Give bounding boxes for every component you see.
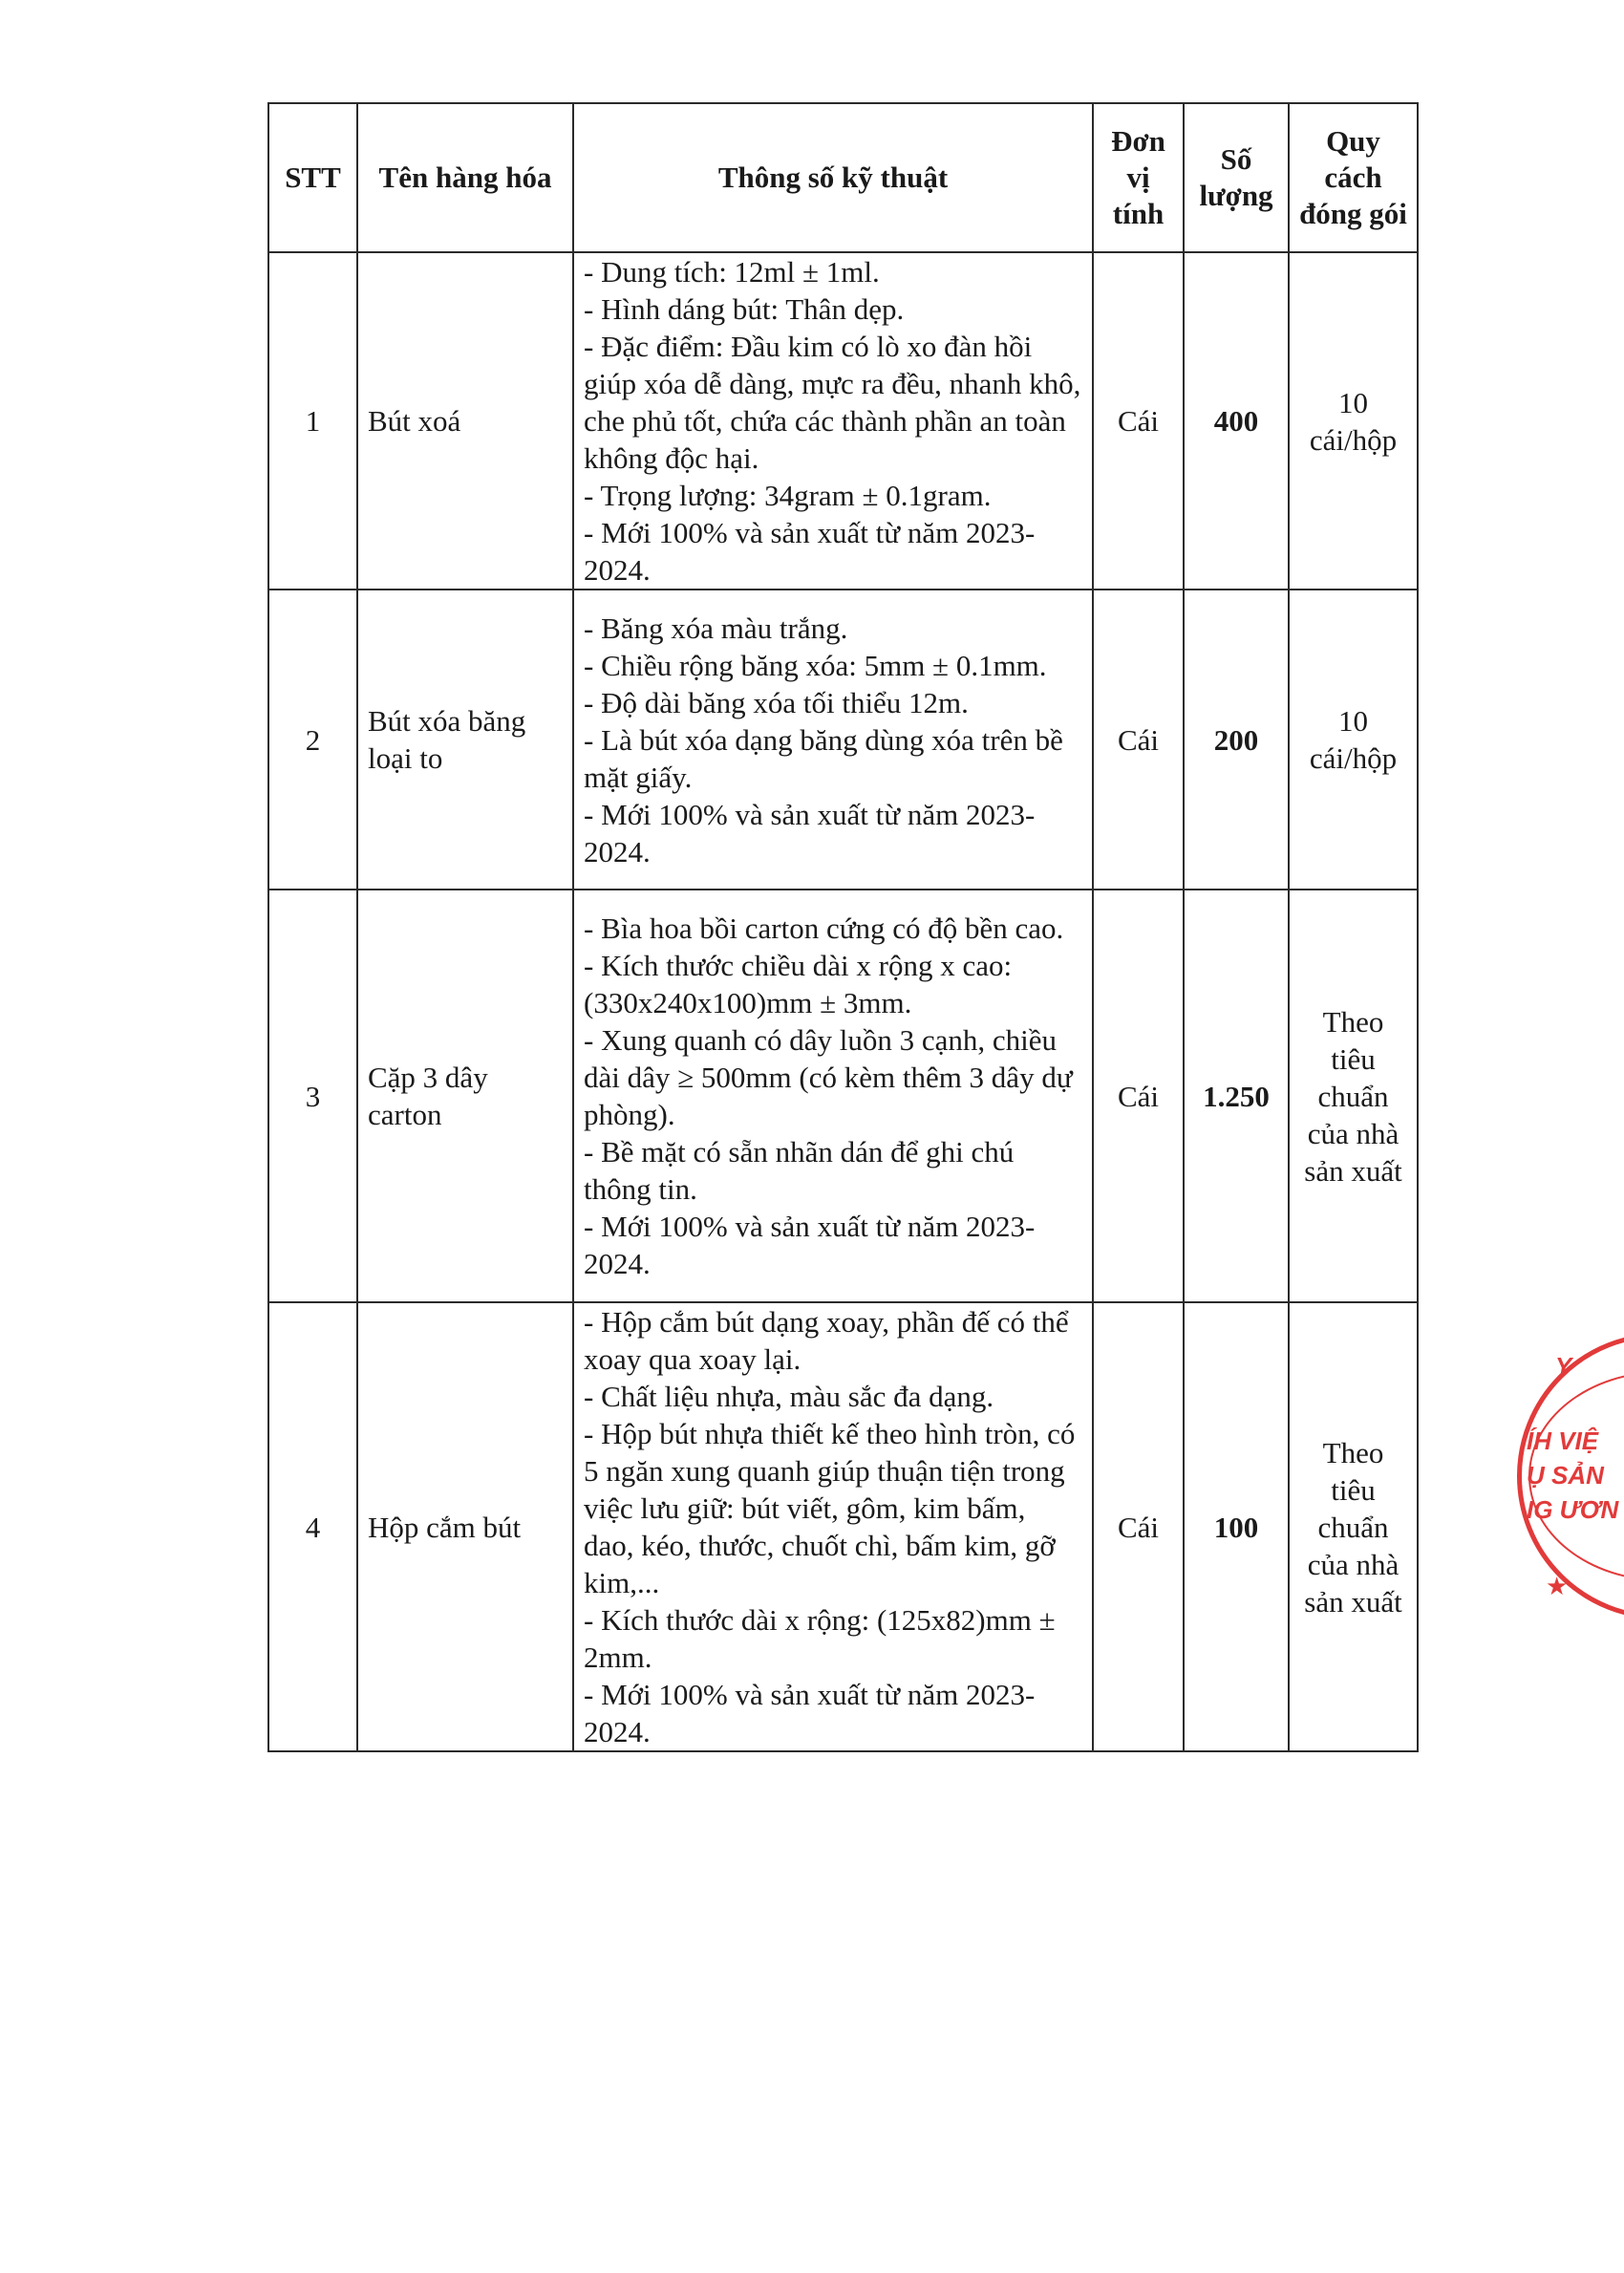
spec-line: - Chiều rộng băng xóa: 5mm ± 0.1mm. [584, 648, 1047, 682]
header-pack: Quy cách đóng gói [1289, 103, 1418, 252]
row-qty: 1.250 [1184, 890, 1289, 1302]
star-icon: ★ [1546, 1572, 1569, 1600]
spec-line: - Chất liệu nhựa, màu sắc đa dạng. [584, 1380, 994, 1413]
row-pack [1289, 252, 1418, 590]
row-pack [1289, 890, 1418, 1302]
spec-line: - Kích thước chiều dài x rộng x cao: (330x240x100)mm ± 3mm. [584, 949, 1019, 1019]
header-spec: Thông số kỹ thuật [573, 103, 1093, 252]
row-name: Bút xoá [357, 252, 573, 590]
row-pack [1289, 1302, 1418, 1751]
table-row [268, 1302, 1418, 1751]
row-qty: 100 [1184, 1302, 1289, 1751]
table-row [268, 590, 1418, 890]
spec-line: - Bề mặt có sẵn nhãn dán để ghi chú thông tin. [584, 1135, 1021, 1206]
row-stt: 3 [268, 890, 357, 1302]
row-stt: 1 [268, 252, 357, 590]
spec-line: - Hình dáng bút: Thân dẹp. [584, 292, 905, 326]
stamp-text: Y [1555, 1352, 1572, 1381]
stamp-text: ÍH VIỆ [1527, 1426, 1599, 1455]
spec-line: - Băng xóa màu trắng. [584, 611, 848, 645]
row-spec [573, 890, 1093, 1302]
header-unit: Đơn vị tính [1093, 103, 1184, 252]
row-spec [573, 590, 1093, 890]
spec-line: - Hộp cắm bút dạng xoay, phần đế có thể xoay qua xoay lại. [584, 1305, 1077, 1376]
header-qty: Số lượng [1184, 103, 1289, 252]
row-unit: Cái [1093, 1302, 1184, 1751]
spec-line: - Mới 100% và sản xuất từ năm 2023- 2024. [584, 516, 1043, 587]
spec-line: - Hộp bút nhựa thiết kế theo hình tròn, có 5 ngăn xung quanh giúp thuận tiện trong việc lưu giữ: bút viết, gôm, kim bấm, dao, kéo, thước, chuốt chì, bấm kim, gỡ kim,... [584, 1417, 1083, 1599]
row-pack [1289, 590, 1418, 890]
row-name: Cặp 3 dây carton [357, 890, 573, 1302]
row-qty: 200 [1184, 590, 1289, 890]
spec-line: - Mới 100% và sản xuất từ năm 2023- 2024. [584, 1210, 1043, 1280]
spec-line: - Đặc điểm: Đầu kim có lò xo đàn hồi giúp xóa dễ dàng, mực ra đều, nhanh khô, che phủ tốt, chứa các thành phần an toàn không độc hại. [584, 330, 1089, 475]
stamp-text: IG ƯƠN [1527, 1495, 1619, 1524]
spec-line: - Mới 100% và sản xuất từ năm 2023- 2024. [584, 797, 1043, 868]
red-seal-stamp [1517, 1333, 1624, 1619]
row-qty: 400 [1184, 252, 1289, 590]
spec-line: - Bìa hoa bồi carton cứng có độ bền cao. [584, 911, 1064, 945]
table-row [268, 252, 1418, 590]
pack-text: 10 cái/hộp [1309, 385, 1398, 457]
spec-line: - Độ dài băng xóa tối thiểu 12m. [584, 685, 969, 719]
spec-line: - Trọng lượng: 34gram ± 0.1gram. [584, 479, 992, 512]
pack-text: Theo tiêu chuẩn của nhà sản xuất [1304, 1004, 1402, 1188]
row-name: Bút xóa băng loại to [357, 590, 573, 890]
spec-line: - Kích thước dài x rộng: (125x82)mm ± 2mm. [584, 1603, 1063, 1674]
row-spec [573, 252, 1093, 590]
table-row [268, 890, 1418, 1302]
header-name: Tên hàng hóa [357, 103, 573, 252]
row-name: Hộp cắm bút [357, 1302, 573, 1751]
spec-line: - Xung quanh có dây luồn 3 cạnh, chiều dài dây ≥ 500mm (có kèm thêm 3 dây dự phòng). [584, 1023, 1080, 1131]
row-unit: Cái [1093, 890, 1184, 1302]
row-unit: Cái [1093, 590, 1184, 890]
pack-text: 10 cái/hộp [1309, 704, 1398, 775]
row-spec [573, 1302, 1093, 1751]
spec-line: - Là bút xóa dạng băng dùng xóa trên bề mặt giấy. [584, 722, 1071, 794]
row-unit: Cái [1093, 252, 1184, 590]
row-stt: 4 [268, 1302, 357, 1751]
product-spec-table [267, 102, 1419, 1752]
spec-line: - Dung tích: 12ml ± 1ml. [584, 255, 880, 289]
stamp-text: Ụ SẢN [1527, 1461, 1604, 1490]
spec-line: - Mới 100% và sản xuất từ năm 2023- 2024. [584, 1678, 1043, 1748]
pack-text: Theo tiêu chuẩn của nhà sản xuất [1304, 1435, 1402, 1619]
header-stt: STT [268, 103, 357, 252]
table-header-row [268, 103, 1418, 252]
row-stt: 2 [268, 590, 357, 890]
